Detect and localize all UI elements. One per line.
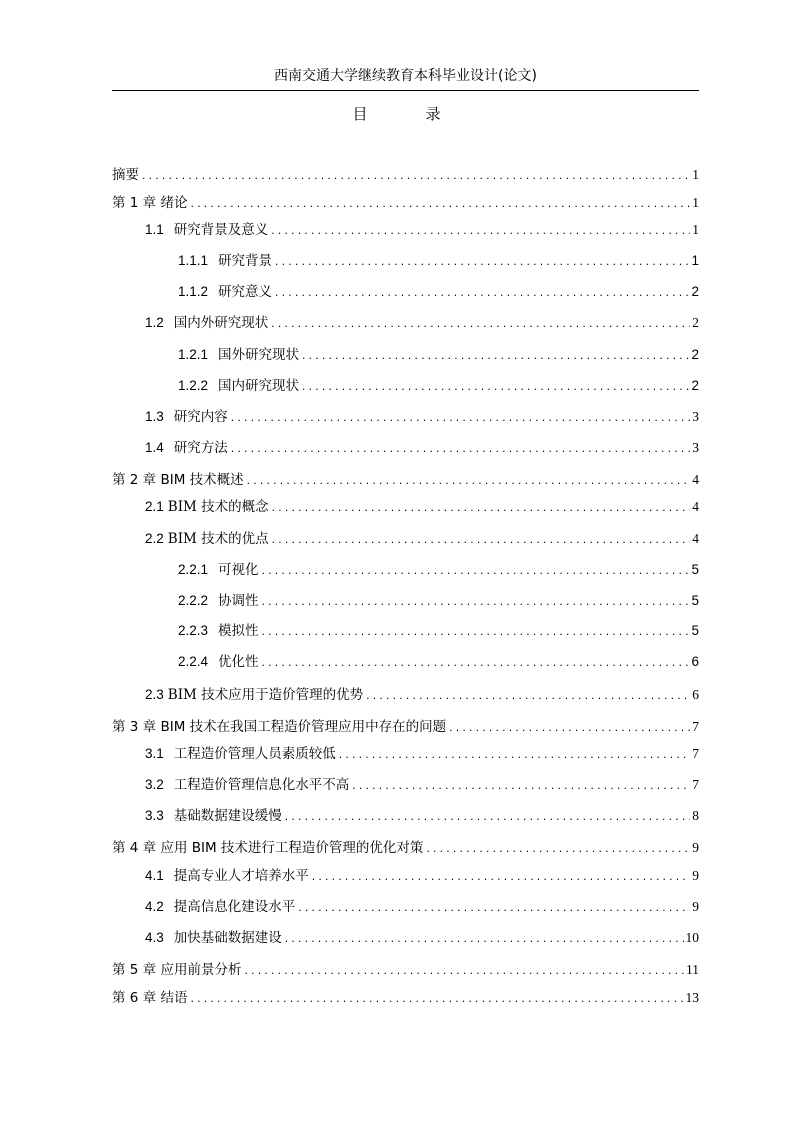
- toc-entry-page: 6: [692, 687, 699, 702]
- toc-entry-label: BIM 技术的概念: [167, 499, 269, 515]
- toc-entry-label: 第 3 章 BIM 技术在我国工程造价管理应用中存在的问题: [112, 719, 447, 735]
- toc-entry-label: 国外研究现状: [218, 347, 300, 363]
- toc-entry-2-3[interactable]: [145, 685, 699, 705]
- dot-leader: [261, 654, 690, 674]
- toc-entry-chapter-3[interactable]: [112, 717, 699, 737]
- toc-entry-label: 模拟性: [218, 623, 259, 639]
- toc-entry-2-2-2[interactable]: [178, 591, 699, 611]
- dot-leader: [141, 167, 690, 187]
- toc-entry-number: 1.2.2: [178, 378, 209, 393]
- toc-entry-2-2-4[interactable]: [178, 652, 699, 672]
- dot-leader: [189, 990, 683, 1010]
- toc-entry-page: 4: [692, 531, 699, 546]
- toc-entry-page: 7: [692, 777, 699, 792]
- dot-leader: [271, 531, 691, 551]
- toc-entry-label: 研究方法: [173, 440, 228, 456]
- toc-entry-4-3[interactable]: [145, 928, 699, 948]
- toc-entry-number: 1.4: [145, 440, 164, 455]
- toc-entry-1-1-2[interactable]: [178, 282, 699, 302]
- toc-entry-number: 1.1.2: [178, 284, 209, 299]
- toc-entry-number: 2.1: [145, 499, 164, 514]
- toc-entry-abstract[interactable]: [112, 165, 699, 185]
- toc-entry-page: 9: [692, 868, 699, 883]
- toc-entry-number: 1.2.1: [178, 347, 209, 362]
- toc-entry-page: 1: [692, 167, 699, 182]
- dot-leader: [271, 499, 691, 519]
- toc-title-right: 录: [425, 105, 441, 123]
- toc-entry-page: 2: [691, 284, 699, 299]
- dot-leader: [261, 562, 690, 582]
- toc-entry-page: 7: [692, 719, 699, 734]
- toc-entry-label: 工程造价管理人员素质较低: [173, 746, 336, 762]
- toc-entry-number: 2.3: [145, 687, 164, 702]
- toc-entry-number: 2.2.2: [178, 593, 209, 608]
- dot-leader: [301, 378, 689, 398]
- toc-entry-page: 3: [692, 440, 699, 455]
- toc-entry-number: 3.3: [145, 808, 164, 823]
- toc-entry-4-1[interactable]: [145, 866, 699, 886]
- toc-entry-label: 提高专业人才培养水平: [173, 868, 309, 884]
- toc-entry-number: 1.1.1: [178, 253, 209, 268]
- toc-entry-3-3[interactable]: [145, 806, 699, 826]
- toc-entry-number: 1.3: [145, 409, 164, 424]
- dot-leader: [311, 868, 690, 888]
- dot-leader: [261, 593, 690, 613]
- dot-leader: [270, 315, 690, 335]
- toc-entry-number: 2.2.1: [178, 562, 209, 577]
- toc-entry-page: 1: [692, 195, 699, 210]
- toc-entry-page: 5: [691, 623, 699, 638]
- toc-entry-label: 研究意义: [218, 284, 273, 300]
- toc-entry-number: 1.1: [145, 222, 164, 237]
- toc-entry-label: 提高信息化建设水平: [173, 899, 296, 915]
- toc-title: [0, 104, 793, 124]
- toc-entry-number: 4.3: [145, 930, 164, 945]
- toc-entry-label: 摘要: [112, 167, 139, 183]
- dot-leader: [284, 808, 690, 828]
- toc-entry-1-2-1[interactable]: [178, 345, 699, 365]
- toc-entry-label: 研究背景及意义: [173, 222, 269, 238]
- dot-leader: [189, 195, 690, 215]
- toc-entry-number: 2.2.4: [178, 654, 209, 669]
- toc-entry-1-1[interactable]: [145, 220, 699, 240]
- toc-entry-page: 8: [692, 808, 699, 823]
- toc-entry-page: 3: [692, 409, 699, 424]
- toc-entry-chapter-5[interactable]: [112, 960, 699, 980]
- toc-entry-page: 2: [691, 378, 699, 393]
- toc-entry-page: 5: [691, 593, 699, 608]
- toc-entry-number: 4.1: [145, 868, 164, 883]
- toc-entry-2-1[interactable]: [145, 497, 699, 517]
- toc-entry-1-2[interactable]: [145, 313, 699, 333]
- toc-entry-chapter-2[interactable]: [112, 470, 699, 490]
- toc-entry-label: 工程造价管理信息化水平不高: [173, 777, 350, 793]
- toc-entry-number: 3.1: [145, 746, 164, 761]
- toc-entry-1-1-1[interactable]: [178, 251, 699, 271]
- toc-entry-3-2[interactable]: [145, 775, 699, 795]
- toc-entry-page: 9: [692, 840, 699, 855]
- toc-entry-label: 可视化: [218, 562, 259, 578]
- toc-entry-2-2-1[interactable]: [178, 560, 699, 580]
- dot-leader: [448, 719, 690, 739]
- toc-entry-page: 4: [692, 499, 699, 514]
- dot-leader: [338, 746, 690, 766]
- toc-entry-page: 7: [692, 746, 699, 761]
- toc-entry-2-2-3[interactable]: [178, 621, 699, 641]
- dot-leader: [230, 440, 690, 460]
- toc-entry-1-3[interactable]: [145, 407, 699, 427]
- dot-leader: [261, 623, 690, 643]
- toc-entry-label: 优化性: [218, 654, 259, 670]
- toc-entry-page: 1: [692, 222, 699, 237]
- toc-entry-number: 2.2.3: [178, 623, 209, 638]
- dot-leader: [351, 777, 690, 797]
- toc-entry-page: 5: [691, 562, 699, 577]
- dot-leader: [365, 687, 690, 707]
- dot-leader: [297, 899, 690, 919]
- toc-entry-chapter-6[interactable]: [112, 988, 699, 1008]
- dot-leader: [230, 409, 690, 429]
- toc-entry-2-2[interactable]: [145, 529, 699, 549]
- page-header: 西南交通大学继续教育本科毕业设计(论文): [274, 68, 537, 84]
- toc-entry-label: 第 4 章 应用 BIM 技术进行工程造价管理的优化对策: [112, 840, 424, 856]
- toc-entry-label: 协调性: [218, 593, 259, 609]
- toc-entry-page: 6: [691, 654, 699, 669]
- toc-entry-label: 加快基础数据建设: [173, 930, 282, 946]
- toc-entry-chapter-4[interactable]: [112, 838, 699, 858]
- header-rule: [112, 90, 699, 91]
- toc-entry-label: 国内研究现状: [218, 378, 300, 394]
- toc-entry-label: 研究内容: [173, 409, 228, 425]
- dot-leader: [246, 472, 691, 492]
- toc-entry-label: BIM 技术应用于造价管理的优势: [167, 687, 364, 703]
- toc-entry-label: 第 5 章 应用前景分析: [112, 962, 242, 978]
- toc-entry-label: BIM 技术的优点: [167, 531, 269, 547]
- toc-title-left: 目: [352, 105, 368, 123]
- toc-entry-page: 10: [685, 930, 699, 945]
- toc-entry-label: 第 1 章 绪论: [112, 195, 188, 211]
- toc-entry-page: 1: [691, 253, 699, 268]
- toc-entry-1-4[interactable]: [145, 438, 699, 458]
- toc-entry-page: 2: [692, 315, 699, 330]
- dot-leader: [270, 222, 690, 242]
- dot-leader: [243, 962, 684, 982]
- toc-entry-number: 1.2: [145, 315, 164, 330]
- toc-entry-page: 13: [685, 990, 699, 1005]
- dot-leader: [301, 347, 689, 367]
- toc-entry-label: 基础数据建设缓慢: [173, 808, 282, 824]
- toc-entry-number: 4.2: [145, 899, 164, 914]
- dot-leader: [284, 930, 684, 950]
- dot-leader: [274, 253, 689, 273]
- dot-leader: [425, 840, 690, 860]
- dot-leader: [274, 284, 689, 304]
- toc-entry-page: 11: [686, 962, 699, 977]
- toc-entry-label: 第 6 章 结语: [112, 990, 188, 1006]
- toc-entry-page: 9: [692, 899, 699, 914]
- toc-entry-number: 3.2: [145, 777, 164, 792]
- toc-entry-chapter-1[interactable]: [112, 193, 699, 213]
- toc-entry-label: 国内外研究现状: [173, 315, 269, 331]
- toc-entry-label: 第 2 章 BIM 技术概述: [112, 472, 244, 488]
- toc-entry-page: 2: [691, 347, 699, 362]
- toc-entry-1-2-2[interactable]: [178, 376, 699, 396]
- toc-entry-label: 研究背景: [218, 253, 273, 269]
- toc-entry-page: 4: [692, 472, 699, 487]
- toc-entry-4-2[interactable]: [145, 897, 699, 917]
- toc-entry-3-1[interactable]: [145, 744, 699, 764]
- toc-entry-number: 2.2: [145, 531, 164, 546]
